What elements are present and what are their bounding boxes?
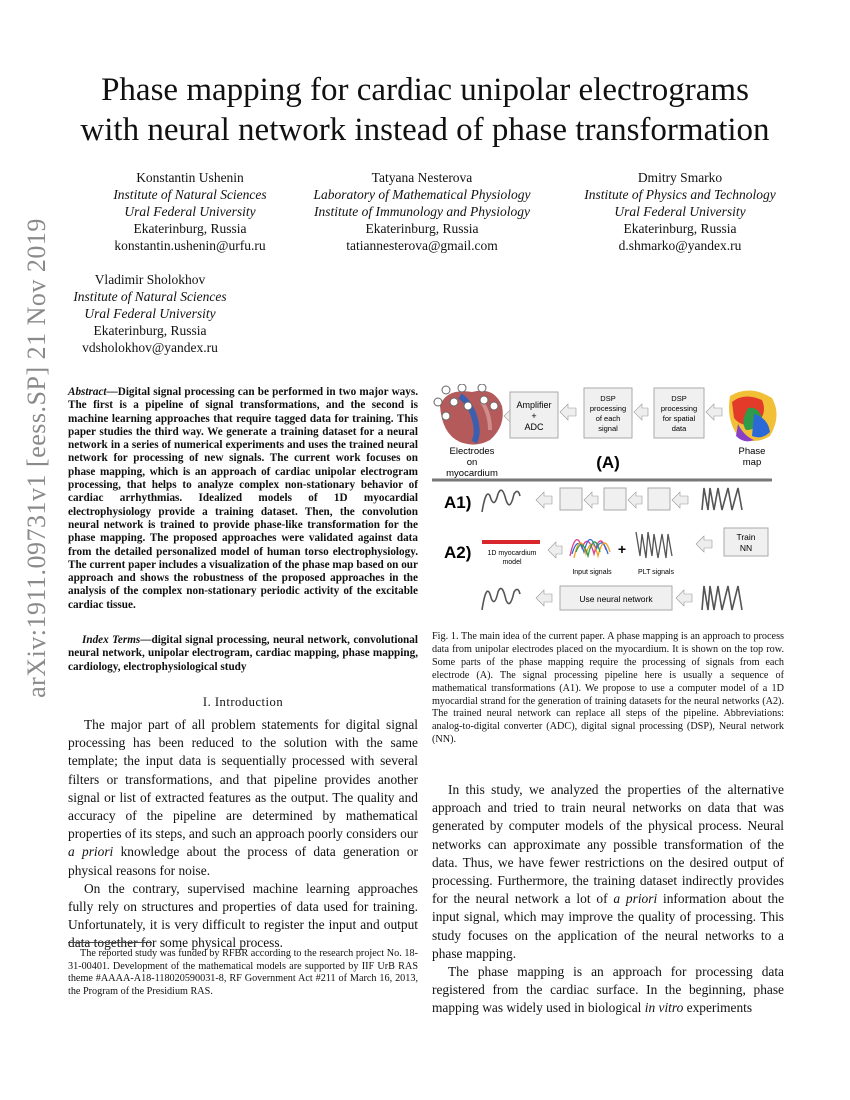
author-block-1	[90, 169, 290, 254]
right-column-text	[432, 781, 784, 1018]
author-affiliation: Institute of Natural Sciences	[73, 289, 227, 304]
svg-text:Use neural network: Use neural network	[579, 594, 653, 604]
figure-caption: Fig. 1. The main idea of the current paper. A phase mapping is an approach to process data from unipolar electrodes placed on the myocardium. It is shown on the top row. Some parts of the phase mapping require the processing of signals from each electrode (A). The signal processing pipeline here is usually a sequence of mathematical transformations (A1). We propose to use a computer model of a 1D myocardial strand for the generation of training datasets for the neural networks (A2). The trained neural network can replace all steps of the pipeline. Abbreviations: analog-to-digital converter (ADC), digital signal processing (DSP), Neural network (NN).	[432, 631, 784, 746]
svg-text:map: map	[742, 457, 762, 468]
fig-label-a2: A2)	[444, 543, 472, 562]
svg-text:of each: of each	[595, 414, 621, 423]
phase-waveform	[702, 488, 742, 510]
arrow-icon	[584, 492, 598, 508]
fig-label-a: (A)	[596, 453, 620, 472]
title-line-2: with neural network instead of phase transformation	[80, 112, 770, 148]
author-name: Tatyana Nesterova	[371, 170, 473, 185]
svg-text:+: +	[531, 411, 537, 421]
arxiv-stamp: arXiv:1911.09731v1 [eess.SP] 21 Nov 2019	[22, 218, 51, 698]
svg-text:1D myocardium: 1D myocardium	[487, 550, 537, 557]
author-affiliation: Institute of Natural Sciences	[113, 187, 267, 202]
abstract	[68, 386, 418, 612]
svg-text:Train: Train	[736, 532, 756, 542]
author-city: Ekaterinburg, Russia	[133, 221, 247, 236]
svg-text:ADC: ADC	[524, 422, 544, 432]
author-block-2	[297, 169, 547, 254]
abstract-label: Abstract	[68, 386, 107, 398]
svg-text:signal: signal	[598, 424, 618, 433]
arrow-icon	[536, 590, 552, 606]
paragraph: The phase mapping is an approach for processing data registered from the cardiac surface. In the beginning, phase mapping was widely used in biological in vitro experiments	[432, 964, 784, 1016]
arrow-icon	[696, 536, 712, 552]
svg-text:DSP: DSP	[671, 394, 687, 403]
signal-waveform	[482, 588, 520, 610]
paragraph: On the contrary, supervised machine learning approaches fully rely on structures and properties of data used for training. Unfortunately, it is very difficult to register the input and output data together for some physical process.	[68, 880, 418, 951]
svg-text:DSP: DSP	[600, 394, 616, 403]
title-line-1: Phase mapping for cardiac unipolar electrograms	[101, 72, 749, 108]
index-terms	[68, 634, 418, 674]
index-terms-label: Index Terms	[82, 634, 141, 646]
plt-signals-plot	[636, 532, 672, 558]
paragraph: The major part of all problem statements for digital signal processing has been reduced to the solution with the same template; the input data is sequentially processed with several filters or transformations, and that pipeline provides another signal or list of extracted features as the output. The quality and accuracy of the pipeline are determined by mathematical properties of its steps, and such an approach poorly considers our a priori knowledge about the process of data generation or physical reasons for noise.	[68, 717, 418, 878]
svg-text:+: +	[617, 541, 627, 557]
author-affiliation: Ural Federal University	[124, 204, 256, 219]
arrow-icon	[676, 590, 692, 606]
author-name: Dmitry Smarko	[637, 170, 723, 185]
arrow-icon	[706, 404, 722, 420]
signal-waveform	[482, 490, 520, 512]
author-email: d.shmarko@yandex.ru	[618, 238, 742, 253]
arrow-icon	[536, 492, 552, 508]
author-email: konstantin.ushenin@urfu.ru	[114, 238, 266, 253]
figure-1	[432, 384, 784, 622]
phase-waveform	[702, 586, 742, 610]
svg-text:Input signals: Input signals	[572, 569, 612, 576]
arrow-icon	[560, 404, 576, 420]
author-block-3	[565, 169, 795, 254]
arrow-icon	[628, 492, 642, 508]
fig-label-a1: A1)	[444, 493, 472, 512]
svg-text:for spatial: for spatial	[662, 414, 696, 423]
arrow-icon	[672, 492, 688, 508]
svg-text:Amplifier: Amplifier	[516, 400, 552, 410]
author-affiliation: Ural Federal University	[84, 306, 216, 321]
author-city: Ekaterinburg, Russia	[93, 323, 207, 338]
myocardium-model-bar	[482, 540, 540, 544]
author-name: Vladimir Sholokhov	[94, 272, 206, 287]
intro-text	[68, 716, 418, 953]
arrow-icon	[548, 542, 562, 558]
footnote: The reported study was funded by RFBR according to the research project No. 18-31-00401. Development of the mathematical models are supported by IIF UrB RAS theme #AAAA-A18-118020590031-8, RF Government Act #211 of March 16, 2013, the Program of the Presidium RAS.	[68, 948, 418, 997]
footnote-rule	[68, 942, 152, 943]
author-affiliation: Laboratory of Mathematical Physiology	[313, 187, 531, 202]
paragraph: In this study, we analyzed the properties of the alternative approach and tried to train neural networks on data that was generated by computer models of the physical process. Neural networks can approximate any possible transformation of the data. Thus, we have fewer restrictions on the desired output of processing. Furthermore, the training dataset indirectly provides for the neural network a lot of a priori information about the input signal, which may improve the quality of processing. This study focuses on the application of the neural networks to a phase mapping.	[432, 782, 785, 961]
paper-title	[0, 70, 850, 150]
svg-text:model: model	[502, 559, 522, 566]
phase-map-image	[729, 390, 777, 441]
svg-text:processing: processing	[660, 404, 698, 413]
svg-text:on: on	[466, 457, 478, 468]
section-heading: I. Introduction	[202, 695, 284, 709]
fig-electrodes-label: Electrodes	[449, 446, 495, 457]
input-signals-plot	[570, 539, 610, 558]
author-name: Konstantin Ushenin	[136, 170, 244, 185]
author-affiliation: Institute of Physics and Technology	[584, 187, 776, 202]
svg-text:NN: NN	[739, 543, 753, 553]
svg-text:data: data	[671, 424, 687, 433]
author-city: Ekaterinburg, Russia	[623, 221, 737, 236]
index-terms-text: —digital signal processing, neural network, convolutional neural network, unipolar electrogram, cardiac mapping, phase mapping, cardiology, electrophysiological study	[68, 634, 418, 673]
svg-text:myocardium: myocardium	[446, 468, 498, 479]
author-email: tatiannesterova@gmail.com	[346, 238, 498, 253]
heart-electrodes-image	[434, 384, 503, 445]
arrow-icon	[634, 404, 648, 420]
abstract-text: —Digital signal processing can be performed in two major ways. The first is a pipeline of signal transformations, and the second is machine learning approaches that require tagged data for training. This paper studies the third way. We generate a training dataset for a neural network in a series of numerical experiments and uses the trained neural network for processing of new signals. The current work focuses on phase mapping, which is an approach of cardiac unipolar electrogram processing, that helps to analyze complex non-stationary behavior of cardiac arrhythmias. Idealized models of 1D myocardial electrophysiology provide a training dataset. Then, the convolution neural network is trained to provide phase-like transformation for the phase mapping. The proposed approaches were validated against data from the detailed personalized model of human torso electrophysiology. The current paper includes a visualization of the phase map based on our approach and shows the robustness of the proposed approaches in the analysis of the complex non-stationary periodic activity of the excitable cardiac tissue.	[68, 386, 418, 611]
svg-text:Phase: Phase	[738, 446, 766, 457]
svg-text:PLT signals: PLT signals	[638, 569, 674, 576]
author-block-4	[50, 271, 250, 356]
author-affiliation: Institute of Immunology and Physiology	[314, 204, 530, 219]
author-email: vdsholokhov@yandex.ru	[82, 340, 218, 355]
author-affiliation: Ural Federal University	[614, 204, 746, 219]
svg-text:processing: processing	[589, 404, 627, 413]
author-city: Ekaterinburg, Russia	[365, 221, 479, 236]
